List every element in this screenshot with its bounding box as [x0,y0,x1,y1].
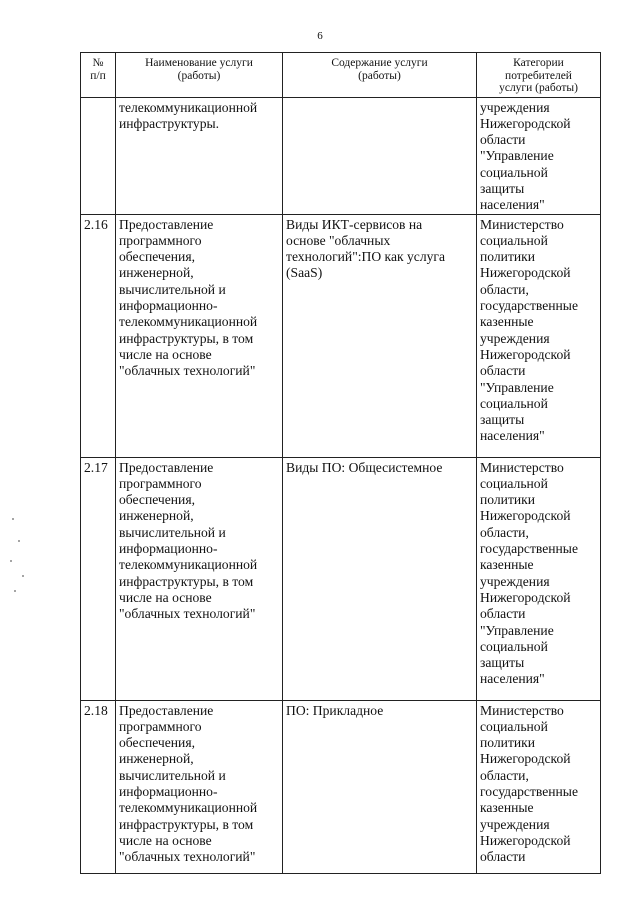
row-service-name: Предоставление программного обеспечения, инженерной, вычислительной и информационно- телекоммуникационной инфраструктуры, в том числе на основе "облачных технологий" [116,214,283,457]
table-row [81,97,601,214]
row-number [81,97,116,214]
row-number: 2.17 [81,457,116,700]
header-service-name: Наименование услуги (работы) [116,53,283,98]
row-consumers: Министерство социальной политики Нижегородской области, государственные казенные учреждения Нижегородской области [477,700,601,873]
page-number: 6 [317,30,323,42]
row-number: 2.16 [81,214,116,457]
scan-speck [14,590,16,592]
header-service-content: Содержание услуги (работы) [283,53,477,98]
header-number: № п/п [81,53,116,98]
scan-speck [10,560,12,562]
services-table [80,52,601,874]
row-service-name: телекоммуникационной инфраструктуры. [116,97,283,214]
row-consumers: Министерство социальной политики Нижегородской области, государственные казенные учреждения Нижегородской области "Управление социальной защиты населения" [477,457,601,700]
table-row [81,700,601,873]
row-service-content [283,97,477,214]
header-consumer-categories: Категории потребителей услуги (работы) [477,53,601,98]
scan-speck [18,540,20,542]
row-service-content: Виды ИКТ-сервисов на основе "облачных технологий":ПО как услуга (SaaS) [283,214,477,457]
row-service-name: Предоставление программного обеспечения, инженерной, вычислительной и информационно- телекоммуникационной инфраструктуры, в том числе на основе "облачных технологий" [116,700,283,873]
table-header-row [81,53,601,98]
row-consumers: учреждения Нижегородской области "Управление социальной защиты населения" [477,97,601,214]
row-service-content: Виды ПО: Общесистемное [283,457,477,700]
table-row [81,457,601,700]
scan-speck [22,575,24,577]
scan-speck [12,518,14,520]
table-row [81,214,601,457]
row-number: 2.18 [81,700,116,873]
row-service-content: ПО: Прикладное [283,700,477,873]
row-service-name: Предоставление программного обеспечения, инженерной, вычислительной и информационно- телекоммуникационной инфраструктуры, в том числе на основе "облачных технологий" [116,457,283,700]
row-consumers: Министерство социальной политики Нижегородской области, государственные казенные учреждения Нижегородской области "Управление социальной защиты населения" [477,214,601,457]
